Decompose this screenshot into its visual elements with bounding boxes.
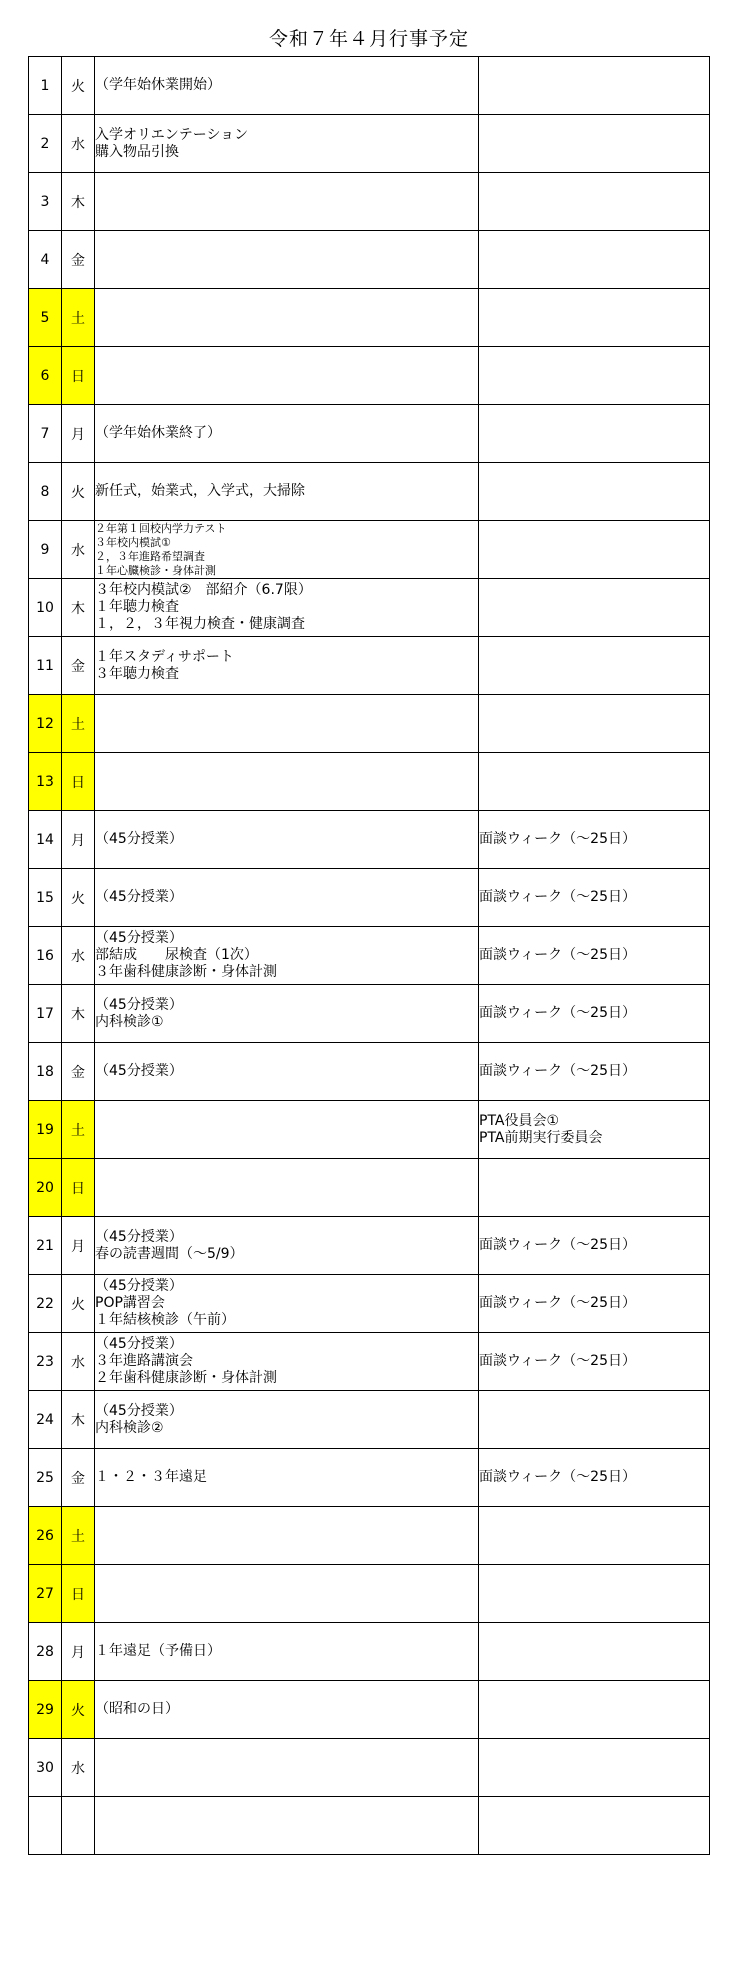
note-line: 面談ウィーク（～25日） bbox=[479, 1237, 636, 1253]
day-number bbox=[29, 1797, 62, 1855]
day-number: 22 bbox=[29, 1275, 62, 1333]
event-cell bbox=[95, 579, 479, 637]
day-number: 30 bbox=[29, 1739, 62, 1797]
note-cell bbox=[479, 1739, 710, 1797]
note-cell bbox=[479, 289, 710, 347]
weekday: 月 bbox=[62, 811, 95, 869]
event-line: ３年進路講演会 bbox=[95, 1353, 193, 1369]
event-cell bbox=[95, 405, 479, 463]
event-cell bbox=[95, 985, 479, 1043]
schedule-row bbox=[29, 1217, 710, 1275]
event-line: 部結成 尿検査（1次） bbox=[95, 947, 258, 963]
note-line: 面談ウィーク（～25日） bbox=[479, 1063, 636, 1079]
day-number: 21 bbox=[29, 1217, 62, 1275]
event-line: ２，３年進路希望調査 bbox=[95, 549, 205, 563]
note-line: 面談ウィーク（～25日） bbox=[479, 1469, 636, 1485]
event-line: （45分授業） bbox=[95, 930, 183, 946]
weekday: 水 bbox=[62, 1333, 95, 1391]
note-line: 面談ウィーク（～25日） bbox=[479, 1005, 636, 1021]
note-cell bbox=[479, 637, 710, 695]
event-line: （45分授業） bbox=[95, 1402, 183, 1419]
schedule-row bbox=[29, 927, 710, 985]
note-cell bbox=[479, 1333, 710, 1391]
note-cell bbox=[479, 1623, 710, 1681]
weekday bbox=[62, 1797, 95, 1855]
day-number: 25 bbox=[29, 1449, 62, 1507]
schedule-row bbox=[29, 753, 710, 811]
schedule-row bbox=[29, 1449, 710, 1507]
note-cell bbox=[479, 695, 710, 753]
note-cell bbox=[479, 1391, 710, 1449]
weekday: 土 bbox=[62, 1507, 95, 1565]
schedule-row bbox=[29, 1275, 710, 1333]
note-cell bbox=[479, 1043, 710, 1101]
weekday: 月 bbox=[62, 1217, 95, 1275]
event-line: ３年校内模試① bbox=[95, 535, 171, 549]
note-line: 面談ウィーク（～25日） bbox=[479, 831, 636, 847]
event-cell bbox=[95, 695, 479, 753]
weekday: 日 bbox=[62, 1159, 95, 1217]
event-line: POP講習会 bbox=[95, 1295, 165, 1311]
event-cell bbox=[95, 1159, 479, 1217]
schedule-row bbox=[29, 869, 710, 927]
weekday: 日 bbox=[62, 347, 95, 405]
event-line: ３年聴力検査 bbox=[95, 665, 179, 682]
event-cell bbox=[95, 347, 479, 405]
event-line: ３年歯科健康診断・身体計測 bbox=[95, 964, 277, 980]
event-cell bbox=[95, 463, 479, 521]
weekday: 水 bbox=[62, 1739, 95, 1797]
event-cell bbox=[95, 1333, 479, 1391]
day-number: 26 bbox=[29, 1507, 62, 1565]
note-line: 面談ウィーク（～25日） bbox=[479, 889, 636, 905]
day-number: 4 bbox=[29, 231, 62, 289]
note-line: 面談ウィーク（～25日） bbox=[479, 947, 636, 963]
event-line: １年スタディサポート bbox=[95, 648, 234, 665]
event-line: 内科検診① bbox=[95, 1013, 164, 1030]
schedule-row bbox=[29, 231, 710, 289]
event-cell bbox=[95, 1623, 479, 1681]
day-number: 6 bbox=[29, 347, 62, 405]
note-cell bbox=[479, 347, 710, 405]
note-cell bbox=[479, 579, 710, 637]
weekday: 水 bbox=[62, 521, 95, 579]
event-line: １年聴力検査 bbox=[95, 599, 179, 615]
schedule-row bbox=[29, 405, 710, 463]
day-number: 10 bbox=[29, 579, 62, 637]
weekday: 土 bbox=[62, 695, 95, 753]
event-cell bbox=[95, 1101, 479, 1159]
weekday: 月 bbox=[62, 1623, 95, 1681]
day-number: 9 bbox=[29, 521, 62, 579]
schedule-row bbox=[29, 1739, 710, 1797]
weekday: 火 bbox=[62, 1681, 95, 1739]
schedule-row bbox=[29, 1043, 710, 1101]
day-number: 24 bbox=[29, 1391, 62, 1449]
weekday: 日 bbox=[62, 753, 95, 811]
event-line: （45分授業） bbox=[95, 1278, 183, 1294]
event-cell bbox=[95, 1565, 479, 1623]
note-cell bbox=[479, 1507, 710, 1565]
schedule-row bbox=[29, 57, 710, 115]
weekday: 土 bbox=[62, 289, 95, 347]
day-number: 20 bbox=[29, 1159, 62, 1217]
event-cell bbox=[95, 1739, 479, 1797]
note-cell bbox=[479, 811, 710, 869]
note-line: PTA前期実行委員会 bbox=[479, 1129, 603, 1146]
day-number: 5 bbox=[29, 289, 62, 347]
event-cell bbox=[95, 173, 479, 231]
event-line: 春の読書週間（～5/9） bbox=[95, 1245, 244, 1262]
schedule-row bbox=[29, 579, 710, 637]
note-cell bbox=[479, 869, 710, 927]
note-cell bbox=[479, 1449, 710, 1507]
weekday: 火 bbox=[62, 869, 95, 927]
event-cell bbox=[95, 1217, 479, 1275]
schedule-row bbox=[29, 1565, 710, 1623]
weekday: 火 bbox=[62, 463, 95, 521]
note-cell bbox=[479, 1565, 710, 1623]
day-number: 17 bbox=[29, 985, 62, 1043]
schedule-row bbox=[29, 347, 710, 405]
event-line: （45分授業） bbox=[95, 1228, 183, 1245]
day-number: 29 bbox=[29, 1681, 62, 1739]
note-cell bbox=[479, 405, 710, 463]
event-line: 購入物品引換 bbox=[95, 143, 179, 160]
note-cell bbox=[479, 115, 710, 173]
schedule-row bbox=[29, 1391, 710, 1449]
weekday: 金 bbox=[62, 1043, 95, 1101]
event-line: 内科検診② bbox=[95, 1419, 164, 1436]
schedule-row bbox=[29, 1507, 710, 1565]
event-line: （学年始休業終了） bbox=[95, 425, 221, 441]
event-cell bbox=[95, 753, 479, 811]
event-line: （45分授業） bbox=[95, 889, 183, 905]
weekday: 木 bbox=[62, 985, 95, 1043]
event-cell bbox=[95, 1449, 479, 1507]
event-cell bbox=[95, 927, 479, 985]
note-cell bbox=[479, 985, 710, 1043]
day-number: 28 bbox=[29, 1623, 62, 1681]
note-line: 面談ウィーク（～25日） bbox=[479, 1295, 636, 1311]
event-line: （学年始休業開始） bbox=[95, 77, 221, 93]
note-cell bbox=[479, 521, 710, 579]
weekday: 土 bbox=[62, 1101, 95, 1159]
note-cell bbox=[479, 1101, 710, 1159]
weekday: 金 bbox=[62, 637, 95, 695]
note-cell bbox=[479, 1797, 710, 1855]
event-cell bbox=[95, 1681, 479, 1739]
day-number: 1 bbox=[29, 57, 62, 115]
day-number: 12 bbox=[29, 695, 62, 753]
note-cell bbox=[479, 1159, 710, 1217]
day-number: 18 bbox=[29, 1043, 62, 1101]
schedule-row bbox=[29, 1333, 710, 1391]
note-cell bbox=[479, 753, 710, 811]
event-cell bbox=[95, 1391, 479, 1449]
weekday: 木 bbox=[62, 1391, 95, 1449]
event-line: （45分授業） bbox=[95, 1336, 183, 1352]
event-line: （45分授業） bbox=[95, 831, 183, 847]
event-line: １・２・３年遠足 bbox=[95, 1469, 207, 1485]
schedule-row bbox=[29, 521, 710, 579]
event-line: （昭和の日） bbox=[95, 1701, 179, 1717]
weekday: 水 bbox=[62, 115, 95, 173]
weekday: 木 bbox=[62, 173, 95, 231]
day-number: 13 bbox=[29, 753, 62, 811]
weekday: 火 bbox=[62, 1275, 95, 1333]
note-cell bbox=[479, 927, 710, 985]
event-cell bbox=[95, 1275, 479, 1333]
event-line: １年遠足（予備日） bbox=[95, 1643, 221, 1659]
weekday: 金 bbox=[62, 231, 95, 289]
schedule-row bbox=[29, 811, 710, 869]
schedule-row bbox=[29, 1797, 710, 1855]
note-line: PTA役員会① bbox=[479, 1112, 560, 1129]
event-line: １年心臓検診・身体計測 bbox=[95, 563, 216, 577]
schedule-row bbox=[29, 463, 710, 521]
event-cell bbox=[95, 521, 479, 579]
schedule-row bbox=[29, 695, 710, 753]
event-cell bbox=[95, 1797, 479, 1855]
note-cell bbox=[479, 1681, 710, 1739]
event-line: ３年校内模試② 部紹介（6.7限） bbox=[95, 582, 312, 598]
event-line: １，２，３年視力検査・健康調査 bbox=[95, 616, 305, 632]
event-line: ２年歯科健康診断・身体計測 bbox=[95, 1370, 277, 1386]
schedule-row bbox=[29, 637, 710, 695]
event-cell bbox=[95, 231, 479, 289]
schedule-body bbox=[29, 57, 710, 1855]
day-number: 8 bbox=[29, 463, 62, 521]
note-cell bbox=[479, 57, 710, 115]
note-cell bbox=[479, 231, 710, 289]
note-cell bbox=[479, 1217, 710, 1275]
day-number: 14 bbox=[29, 811, 62, 869]
day-number: 27 bbox=[29, 1565, 62, 1623]
schedule-row bbox=[29, 1681, 710, 1739]
note-line: 面談ウィーク（～25日） bbox=[479, 1353, 636, 1369]
event-line: 新任式，始業式，入学式，大掃除 bbox=[95, 483, 305, 499]
event-cell bbox=[95, 57, 479, 115]
weekday: 水 bbox=[62, 927, 95, 985]
event-line: （45分授業） bbox=[95, 996, 183, 1013]
note-cell bbox=[479, 1275, 710, 1333]
event-cell bbox=[95, 1043, 479, 1101]
day-number: 15 bbox=[29, 869, 62, 927]
page-title: 令和７年４月行事予定 bbox=[268, 28, 469, 50]
schedule-row bbox=[29, 1159, 710, 1217]
weekday: 月 bbox=[62, 405, 95, 463]
day-number: 19 bbox=[29, 1101, 62, 1159]
event-cell bbox=[95, 1507, 479, 1565]
day-number: 7 bbox=[29, 405, 62, 463]
event-cell bbox=[95, 289, 479, 347]
event-cell bbox=[95, 869, 479, 927]
schedule-row bbox=[29, 289, 710, 347]
event-line: １年結核検診（午前） bbox=[95, 1312, 235, 1328]
schedule-row bbox=[29, 1101, 710, 1159]
weekday: 日 bbox=[62, 1565, 95, 1623]
note-cell bbox=[479, 173, 710, 231]
weekday: 木 bbox=[62, 579, 95, 637]
event-line: （45分授業） bbox=[95, 1063, 183, 1079]
day-number: 23 bbox=[29, 1333, 62, 1391]
day-number: 11 bbox=[29, 637, 62, 695]
schedule-row bbox=[29, 985, 710, 1043]
schedule-row bbox=[29, 1623, 710, 1681]
day-number: 3 bbox=[29, 173, 62, 231]
event-cell bbox=[95, 115, 479, 173]
note-cell bbox=[479, 463, 710, 521]
event-line: 入学オリエンテーション bbox=[95, 126, 249, 143]
weekday: 金 bbox=[62, 1449, 95, 1507]
event-cell bbox=[95, 637, 479, 695]
weekday: 火 bbox=[62, 57, 95, 115]
day-number: 2 bbox=[29, 115, 62, 173]
schedule-table bbox=[28, 56, 710, 1855]
event-line: ２年第１回校内学力テスト bbox=[95, 521, 227, 535]
event-cell bbox=[95, 811, 479, 869]
schedule-row bbox=[29, 115, 710, 173]
day-number: 16 bbox=[29, 927, 62, 985]
schedule-row bbox=[29, 173, 710, 231]
